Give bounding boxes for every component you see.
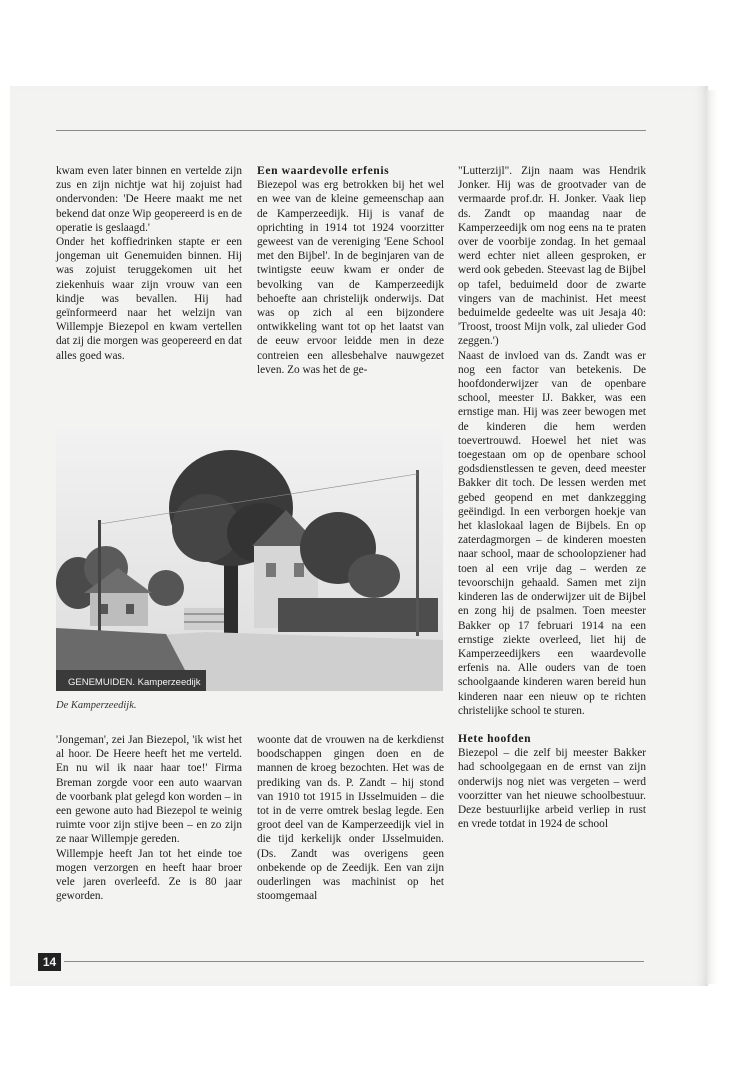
postcard-photo bbox=[56, 428, 443, 691]
telegraph-pole-left bbox=[98, 520, 101, 646]
footer-rule bbox=[64, 961, 644, 962]
fence bbox=[184, 608, 224, 630]
paragraph: Biezepol – die zelf bij meester Bakker had schoolgegaan en de ernst van zijn onderwijs nog niet was vergeten – werd voorzitter van het nieuwe schoolbestuur. Deze bestuurlijke arbeid verliep in rust en vrede totdat in 1924 de school bbox=[458, 747, 646, 831]
photo-caption: De Kamperzeedijk. bbox=[56, 700, 137, 711]
page-number: 14 bbox=[38, 953, 61, 971]
hedge bbox=[278, 598, 438, 632]
paragraph: Biezepol was erg betrokken bij het wel en wee van de kleine gemeenschap aan de Kamperzeedijk. Hij is vanaf de oprichting in 1914 tot 1924 voorzitter geweest van de vereniging 'Eene School met den Bijbel'. In de beginjaren van de twintigste eeuw kwam er onder de bevolking van de Kamperzeedijk behoefte aan christelijk onderwijs. Dat was op zich al een bijzondere ontwikkeling want tot op het laatst van de eeuw ervoor leidde men in deze contreien een allesbehalve nauwgezet leven. Zo was het de ge- bbox=[257, 179, 444, 376]
section-heading: Een waardevolle erfenis bbox=[257, 164, 390, 177]
column-3 bbox=[458, 164, 646, 831]
paragraph: kwam even later binnen en vertelde zijn zus en zijn nichtje wat hij zojuist had ondervonden: 'De Heere maakt me net bekend dat onze Wip geopereerd is en de operatie is geslaagd.' bbox=[56, 165, 242, 234]
telegraph-pole-right bbox=[416, 470, 419, 636]
paragraph: Willempje heeft Jan tot het einde toe mogen verzorgen en heeft haar broer vele jaren overleefd. Ze is 80 jaar geworden. bbox=[56, 847, 242, 903]
dike-road-illustration bbox=[56, 428, 443, 691]
page-edge-shadow bbox=[706, 90, 718, 984]
paragraph: woonte dat de vrouwen na de kerkdienst boodschappen gingen doen en de mannen de kroeg bezochten. Het was de prediking van ds. P. Zandt – hij stond van 1910 tot 1915 in IJsselmuiden – die tot in de verre omtrek beslag legde. Een groot deel van de Kamperzeedijk viel in die tijd kerkelijk onder IJsselmuiden. (Ds. Zandt was overigens geen onbekende op de Zeedijk. Een van zijn ouderlingen was machinist op het stoomgemaal bbox=[257, 734, 444, 903]
header-rule bbox=[56, 130, 646, 131]
paragraph: Onder het koffiedrinken stapte er een jongeman uit Genemuiden binnen. Hij was zojuist teruggekomen uit het ziekenhuis waar zijn vrouw van een kindje was bevallen. Hij had geïnformeerd naar het welzijn van Willempje Biezepol en kwam vertellen dat zij die morgen was geopereerd en dat alles goed was. bbox=[56, 236, 242, 362]
paragraph: "Lutterzijl". Zijn naam was Hendrik Jonker. Hij was de grootvader van de vermaarde prof.dr. H. Jonker. Vaak liep ds. Zandt op maandag naar de Kamperzeedijk om nog eens na te praten over de voorbije zondag. In het gemaal werd echter niet alleen gesproken, er werd ook gebeden. Steevast lag de Bijbel op tafel, beduimeld door de zwarte vingers van de machinist. Het meest beduimelde gedeelte was uit Jesaja 40: 'Troost, troost Mijn volk, zal ulieder God zeggen.') bbox=[458, 165, 646, 348]
column-2-top bbox=[257, 164, 444, 377]
postcard-label: GENEMUIDEN. Kamperzeedijk bbox=[68, 677, 201, 688]
section-heading: Hete hoofden bbox=[458, 731, 532, 745]
column-1-top bbox=[56, 164, 242, 363]
paragraph: 'Jongeman', zei Jan Biezepol, 'ik wist het al hoor. De Heere heeft het me verteld. En nu wil ik naar haar toe!' Firma Breman zorgde voor een auto waarvan de voorbank plat gelegd kon worden – in een gewone auto had Biezepol te weinig ruimte voor zijn stijve been – en zo zijn ze naar Willempje gereden. bbox=[56, 734, 242, 846]
paragraph: Naast de invloed van ds. Zandt was er nog een factor van betekenis. De hoofdonderwijzer van de openbare school, meester IJ. Bakker, was een ernstige man. Hij was zeer bewogen met de kinderen die hem werden toevertrouwd. Hoewel het niet was toegestaan om op de openbare school godsdienstlessen te geven, deed meester Bakker dit toch. De lessen werden met gebed geopend en met dankzegging geëindigd. In een verborgen hoekje van het klaslokaal lagen de Bijbels. En op zaterdagmorgen – de kinderen moesten naar school, maar de schoolopziener had toen al een vrije dag – werden ze tevoorschijn gehaald. Samen met zijn kinderen las de onderwijzer uit de Bijbel en zong hij de psalmen. Toen meester Bakker op 17 februari 1914 na een ernstige ziekte overleed, liet hij de Kamperzeedijkers een waardevolle erfenis na. Alle ouders van de toen schoolgaande kinderen waren bereid hun kinderen naar een nieuw op te richten christelijke school te sturen. bbox=[458, 349, 646, 717]
column-1-bottom bbox=[56, 733, 242, 903]
column-2-bottom bbox=[257, 733, 444, 903]
